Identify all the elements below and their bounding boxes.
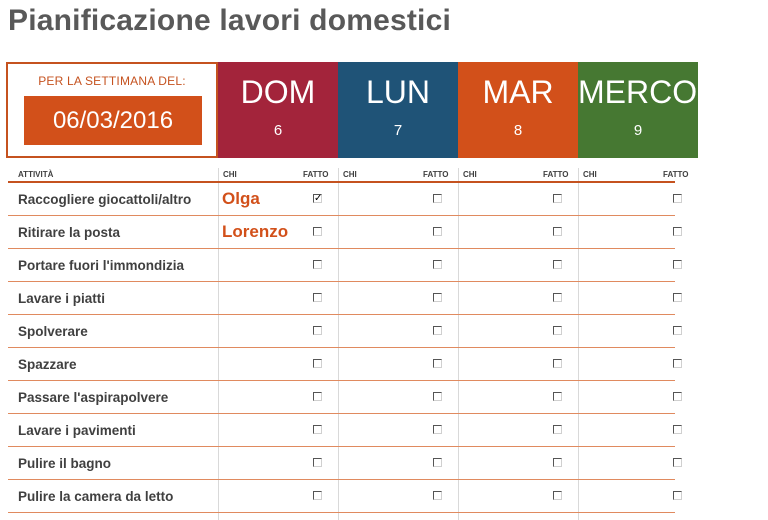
- done-checkbox[interactable]: [673, 425, 682, 434]
- done-checkbox[interactable]: [673, 194, 682, 203]
- col-header-who: CHI: [463, 170, 477, 179]
- table-row: [8, 348, 675, 381]
- col-header-who: CHI: [223, 170, 237, 179]
- done-checkbox[interactable]: [433, 194, 442, 203]
- done-checkbox[interactable]: [673, 326, 682, 335]
- done-checkbox[interactable]: [553, 194, 562, 203]
- table-row: [8, 249, 675, 282]
- col-header-done: FATTO: [663, 170, 689, 179]
- done-checkbox[interactable]: [313, 326, 322, 335]
- done-checkbox[interactable]: [553, 425, 562, 434]
- day-name: LUN: [365, 74, 430, 110]
- done-checkbox[interactable]: [433, 425, 442, 434]
- done-checkbox[interactable]: [553, 392, 562, 401]
- day-number: 8: [513, 122, 523, 139]
- done-checkbox[interactable]: [553, 458, 562, 467]
- task-name: Pulire il bagno: [18, 456, 112, 471]
- day-number: 6: [273, 122, 283, 139]
- col-header-done: FATTO: [303, 170, 329, 179]
- done-checkbox[interactable]: [433, 491, 442, 500]
- done-checkbox[interactable]: [313, 359, 322, 368]
- done-checkbox[interactable]: [673, 392, 682, 401]
- done-checkbox[interactable]: [673, 293, 682, 302]
- table-row: [8, 447, 675, 480]
- col-header-who: CHI: [583, 170, 597, 179]
- table-row: [8, 315, 675, 348]
- done-checkbox[interactable]: [553, 326, 562, 335]
- task-name: Spazzare: [18, 357, 77, 372]
- assignee-cell[interactable]: Lorenzo: [222, 222, 289, 241]
- done-checkbox[interactable]: [313, 458, 322, 467]
- done-checkbox[interactable]: [313, 194, 322, 203]
- week-date-field[interactable]: 06/03/2016: [24, 96, 202, 145]
- task-name: Lavare i piatti: [18, 291, 106, 306]
- table-row: [8, 282, 675, 315]
- table-row: [8, 480, 675, 513]
- done-checkbox[interactable]: [433, 359, 442, 368]
- week-box: [6, 62, 218, 158]
- done-checkbox[interactable]: [433, 392, 442, 401]
- done-checkbox[interactable]: [313, 392, 322, 401]
- day-header-2: [458, 62, 578, 158]
- table-row: [8, 183, 675, 216]
- done-checkbox[interactable]: [673, 458, 682, 467]
- task-name: Raccogliere giocattoli/altro: [18, 192, 192, 207]
- done-checkbox[interactable]: [313, 491, 322, 500]
- done-checkbox[interactable]: [673, 227, 682, 236]
- task-name: Pulire la camera da letto: [18, 489, 174, 504]
- day-name: DOM: [240, 74, 316, 110]
- check-icon: ✓: [314, 193, 323, 204]
- done-checkbox[interactable]: [673, 491, 682, 500]
- done-checkbox[interactable]: [673, 359, 682, 368]
- done-checkbox[interactable]: [433, 458, 442, 467]
- done-checkbox[interactable]: [433, 227, 442, 236]
- day-number: 7: [393, 122, 403, 139]
- day-header-1: [338, 62, 458, 158]
- table-row: [8, 381, 675, 414]
- task-name: Ritirare la posta: [18, 225, 121, 240]
- day-header-3: [578, 62, 768, 158]
- done-checkbox[interactable]: [553, 491, 562, 500]
- task-name: Spolverare: [18, 324, 88, 339]
- done-checkbox[interactable]: [553, 293, 562, 302]
- assignee-cell[interactable]: Olga: [222, 189, 260, 208]
- table-row: [8, 216, 675, 249]
- task-name: Lavare i pavimenti: [18, 423, 136, 438]
- done-checkbox[interactable]: [433, 326, 442, 335]
- week-label: PER LA SETTIMANA DEL:: [38, 74, 186, 88]
- col-header-who: CHI: [343, 170, 357, 179]
- done-checkbox[interactable]: [313, 260, 322, 269]
- task-name: Passare l'aspirapolvere: [18, 390, 169, 405]
- task-name: Portare fuori l'immondizia: [18, 258, 184, 273]
- done-checkbox[interactable]: [313, 227, 322, 236]
- page-title: Pianificazione lavori domestici: [8, 4, 452, 37]
- done-checkbox[interactable]: [553, 359, 562, 368]
- day-header-0: [218, 62, 338, 158]
- done-checkbox[interactable]: [433, 293, 442, 302]
- done-checkbox[interactable]: [553, 260, 562, 269]
- col-header-done: FATTO: [423, 170, 449, 179]
- col-header-activity: ATTIVITÀ: [18, 170, 54, 179]
- done-checkbox[interactable]: [433, 260, 442, 269]
- table-row: [8, 414, 675, 447]
- done-checkbox[interactable]: [313, 293, 322, 302]
- done-checkbox[interactable]: [553, 227, 562, 236]
- done-checkbox[interactable]: [673, 260, 682, 269]
- day-name: MERCOLEDÌ: [578, 74, 768, 110]
- day-name: MAR: [482, 74, 554, 110]
- col-header-done: FATTO: [543, 170, 569, 179]
- done-checkbox[interactable]: [313, 425, 322, 434]
- day-number: 9: [633, 122, 643, 139]
